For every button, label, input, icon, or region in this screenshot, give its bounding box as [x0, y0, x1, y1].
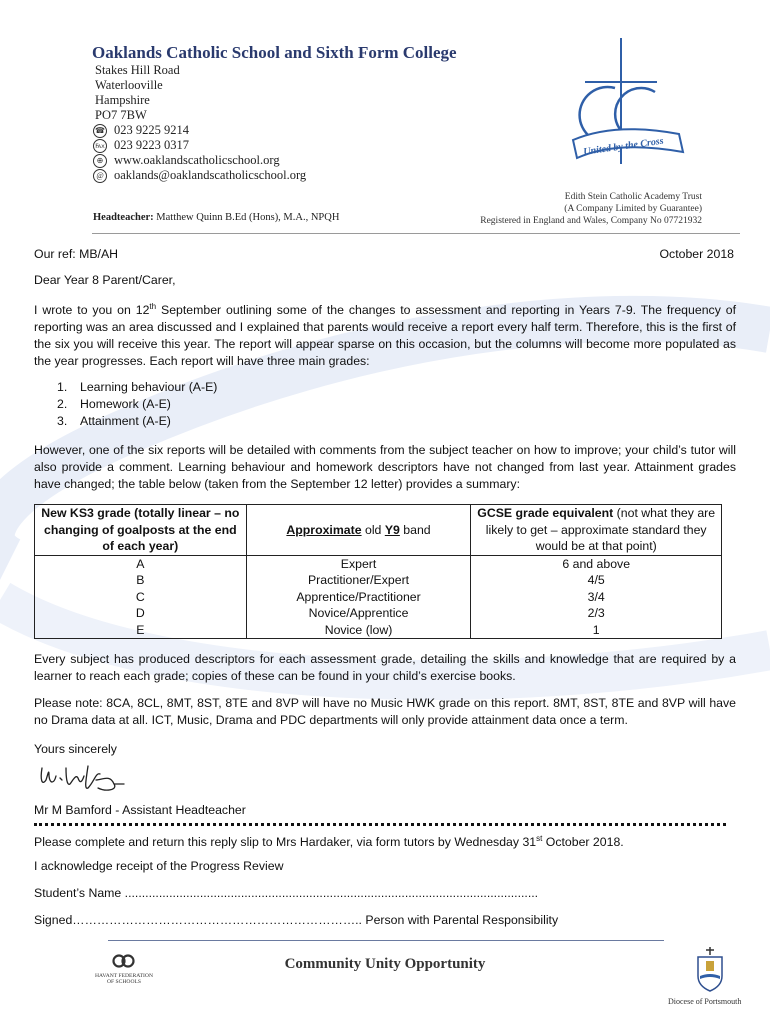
trust-company-type: (A Company Limited by Guarantee)	[564, 204, 702, 214]
phone-number: 023 9225 9214	[114, 123, 189, 137]
headteacher-line	[93, 212, 339, 223]
closing: Yours sincerely	[34, 742, 117, 756]
signature-field[interactable]: Signed…………………………………………………………….. Person with Parental Responsibility	[34, 913, 559, 927]
web-contact	[93, 153, 280, 168]
diocese-name: Diocese of Portsmouth	[668, 997, 742, 1006]
web-icon: ⊕	[93, 154, 107, 168]
phone-contact	[93, 123, 189, 138]
footer-motto: Community Unity Opportunity	[284, 956, 486, 972]
table-header-band: Approximate old Y9 band	[246, 505, 471, 556]
email-icon: @	[93, 169, 107, 183]
trust-info	[480, 191, 702, 227]
reply-instruction: Please complete and return this reply slip to Mrs Hardaker, via form tutors by Wednesday 31st October 2018.	[34, 834, 624, 850]
fax-icon: ℻	[93, 139, 107, 153]
intro-paragraph	[34, 298, 736, 370]
acknowledge-text: I acknowledge receipt of the Progress Review	[34, 859, 284, 873]
logo-banner-text: United by the Cross	[582, 135, 665, 158]
headteacher-name: Matthew Quinn B.Ed (Hons), M.A., NPQH	[156, 212, 340, 223]
student-name-field[interactable]: Student’s Name .........................................................................................................................	[34, 886, 539, 900]
table-row: D Novice/Apprentice 2/3	[35, 605, 722, 622]
list-item: 3. Attainment (A-E)	[57, 414, 171, 428]
federation-name: HAVANT FEDERATION	[95, 973, 153, 979]
list-item: 2. Homework (A-E)	[57, 397, 171, 411]
phone-icon: ☎	[93, 124, 107, 138]
email-link[interactable]: oaklands@oaklandscatholicschool.org	[114, 168, 307, 182]
salutation: Dear Year 8 Parent/Carer,	[34, 273, 176, 287]
fax-number: 023 9223 0317	[114, 138, 189, 152]
address-line: Waterlooville	[95, 78, 163, 92]
header-divider	[92, 233, 740, 234]
grade-table	[34, 504, 722, 639]
table-header-gcse: GCSE grade equivalent (not what they are likely to get – approximate standard they would be at that point)	[471, 505, 722, 556]
trust-name: Edith Stein Catholic Academy Trust	[564, 192, 702, 202]
diocese-crest-icon	[694, 946, 726, 992]
trust-registration: Registered in England and Wales, Company No 07721932	[480, 216, 702, 226]
fax-contact	[93, 138, 189, 153]
footer-divider	[108, 940, 664, 941]
address-line: Hampshire	[95, 93, 150, 107]
descriptors-paragraph: Every subject has produced descriptors for each assessment grade, detailing the skills and knowledge that are required by a learner to reach each grade; copies of these can be found in your child’s exercise books.	[34, 652, 736, 683]
note-paragraph: Please note: 8CA, 8CL, 8MT, 8ST, 8TE and 8VP will have no Music HWK grade on this report. 8MT, 8ST, 8TE and 8VP will have no Drama data at all. ICT, Music, Drama and PDC departments will only provide attainment data once a term.	[34, 696, 736, 727]
list-item: 1. Learning behaviour (A-E)	[57, 380, 218, 394]
school-crest-logo	[555, 36, 695, 166]
detail-paragraph: However, one of the six reports will be detailed with comments from the subject teacher on how to improve; your child’s tutor will also provide a comment. Learning behaviour and homework descriptors have not changed from last year. Attainment grades have changed; the table below (taken from the September 12 letter) provides a summary:	[34, 443, 736, 491]
intro-sup: th	[149, 302, 157, 311]
signatory-name: Mr M Bamford - Assistant Headteacher	[34, 803, 246, 817]
school-name: Oaklands Catholic School and Sixth Form College	[92, 43, 457, 62]
federation-subname: OF SCHOOLS	[106, 979, 142, 985]
intro-text-start: I wrote to you on 12	[34, 303, 150, 318]
address-line: Stakes Hill Road	[95, 63, 180, 77]
table-row: E Novice (low) 1	[35, 622, 722, 639]
email-contact	[93, 168, 306, 183]
handwritten-signature	[36, 758, 126, 798]
letter-date: October 2018	[659, 247, 734, 261]
table-row: C Apprentice/Practitioner 3/4	[35, 589, 722, 606]
our-reference: Our ref: MB/AH	[34, 247, 119, 261]
intro-text-rest: September outlining some of the changes to assessment and reporting in Years 7-9. The frequency of reporting was an area discussed and I explained that parents would receive a report every half term. Therefore, this is the first of the six you will receive this year. The report will appear sparse on this occasion, but the columns will become more populated as the year progresses. Each report will have three main grades:	[34, 303, 736, 369]
grades-list	[57, 379, 217, 430]
table-header-ks3: New KS3 grade (totally linear – no changing of goalposts at the end of each year)	[35, 505, 247, 556]
headteacher-label: Headteacher:	[93, 212, 154, 223]
table-row: B Practitioner/Expert 4/5	[35, 572, 722, 589]
table-row: A Expert 6 and above	[35, 555, 722, 572]
tear-off-separator	[34, 823, 726, 826]
address-line: PO7 7BW	[95, 108, 147, 122]
website-link[interactable]: www.oaklandscatholicschool.org	[114, 153, 280, 167]
